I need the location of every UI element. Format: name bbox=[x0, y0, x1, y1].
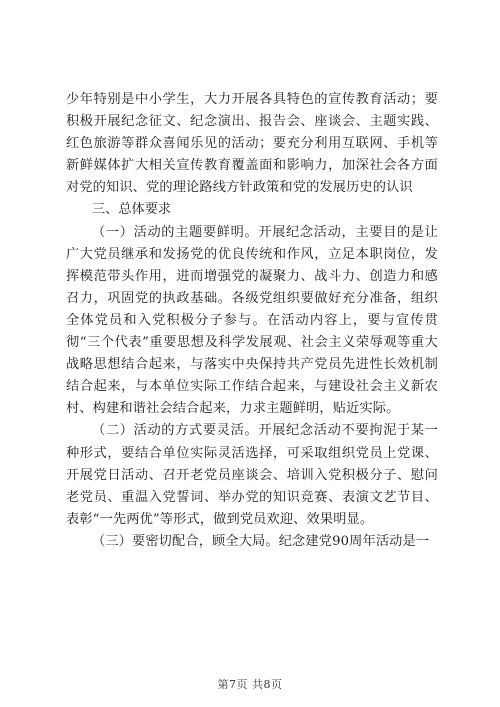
page-number-footer: 第7页 共8页 bbox=[217, 678, 283, 691]
paragraph-coordination-requirement: （三）要密切配合，顾全大局。纪念建党90周年活动是一 bbox=[92, 533, 430, 549]
paragraph-method-requirement: （二）活动的方式要灵活。开展纪念活动不要拘泥于某一种形式，要结合单位实际灵活选择，可采取组织党员上党课、开展党日活动、召开老党员座谈会、培训入党积极分子、慰问老党员、重温入党誓词、举办党的知识竞赛、表演文艺节目、表彰“一先两优”等形式，做到党员欢迎、效果明显。 bbox=[66, 423, 438, 527]
section-heading-general-requirements: 三、总体要求 bbox=[92, 202, 172, 218]
paragraph-continued: 少年特别是中小学生，大力开展各具特色的宣传教育活动；要积极开展纪念征文、纪念演出、报告会、座谈会、主题实践、红色旅游等群众喜闻乐见的活动；要充分利用互联网、手机等新鲜媒体扩大相关宣传教育覆盖面和影响力，加深社会各方面对党的知识、党的理论路线方针政策和党的发展历史的认识 bbox=[66, 92, 438, 196]
paragraph-theme-requirement: （一）活动的主题要鲜明。开展纪念活动，主要目的是让广大党员继承和发扬党的优良传统和作风，立足本职岗位，发挥模范带头作用，进而增强党的凝聚力、战斗力、创造力和感召力，巩固党的执政基础。各级党组织要做好充分准备，组织全体党员和入党积极分子参与。在活动内容上，要与宣传贯彻“三个代表”重要思想及科学发展观、社会主义荣辱观等重大战略思想结合起来，与落实中央保持共产党员先进性长效机制结合起来，与本单位实际工作结合起来，与建设社会主义新农村、构建和谐社会结合起来，力求主题鲜明，贴近实际。 bbox=[66, 224, 438, 417]
document-body bbox=[66, 89, 438, 553]
